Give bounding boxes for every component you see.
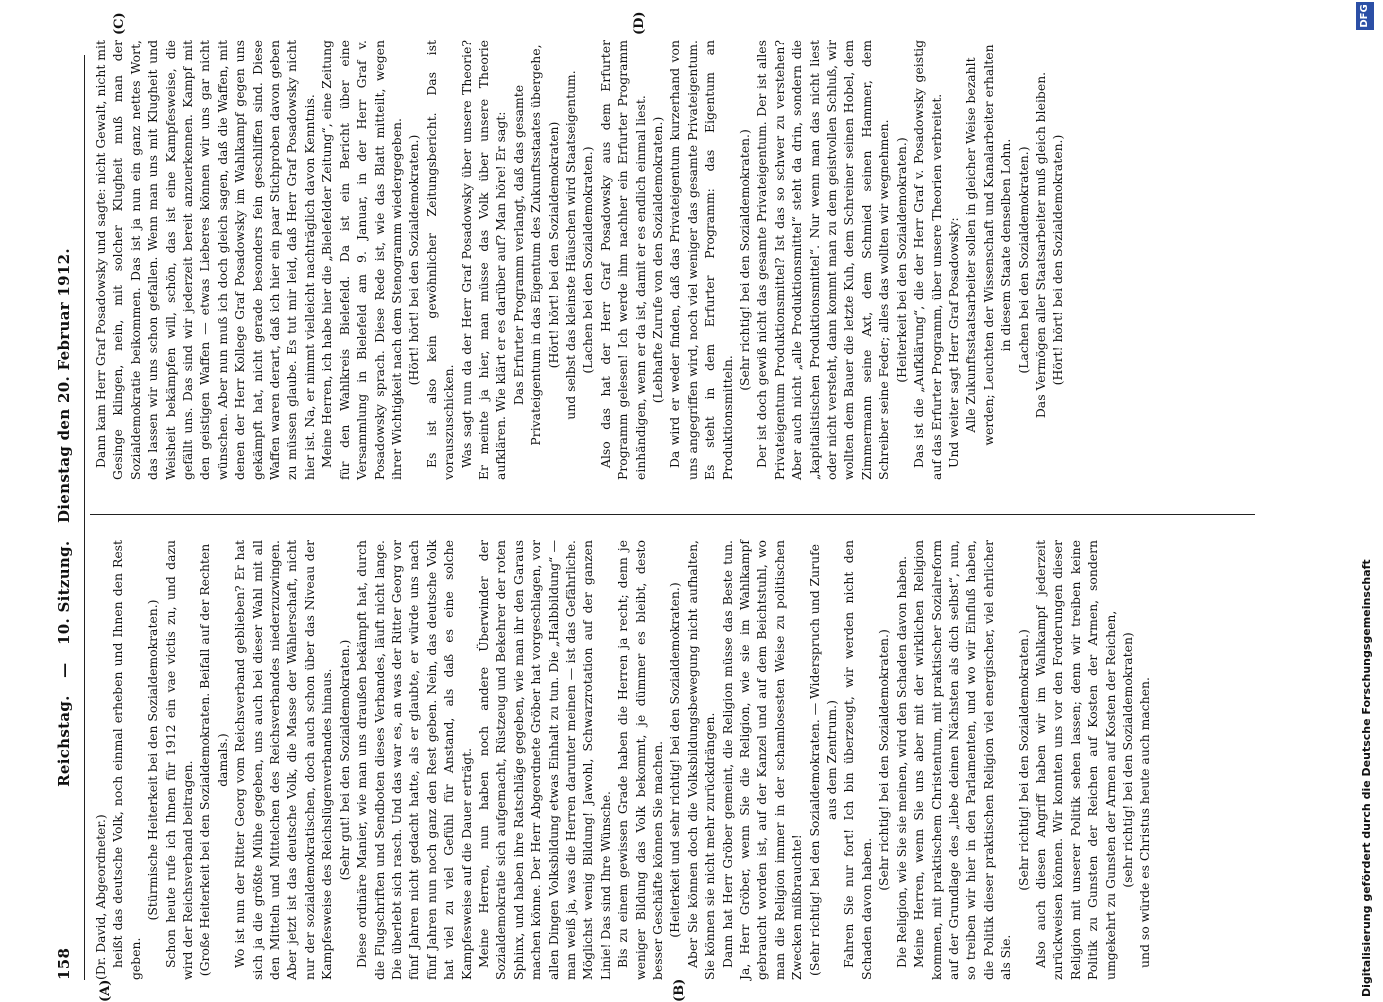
remark: (Hört! hört! bei den Sozialdemokraten) (545, 121, 561, 369)
paragraph: Dann hat Herr Gröber gemeint, die Religion müsse das Beste tun. Ja, Herr Gröber, wenn Sie die Religion, wie sie im Wahlkampf gebraucht worden ist, auf der Kanzel und auf dem Beichtstuhl, wo man die Religion immer in der schamlosesten Weise zu politischen Zwecken mißbrauchte! (719, 540, 805, 980)
paragraph: Was sagt nun da der Herr Graf Posadowsky über unsere Theorie? Er meinte ja hier, man müsse das Volk über unsere Theorie aufklären. Wie klärt er es darüber auf? Man höre! Er sagt: (458, 40, 509, 480)
paragraph: Und weiter sagt Herr Graf Posadowsky: (945, 217, 961, 468)
remark: (sehr richtig! bei den Sozialdemokraten) (1119, 632, 1135, 888)
paragraph: Es ist also kein gewöhnlicher Zeitungsbericht. Das ist vorauszuschicken. (423, 40, 457, 480)
remark: Alle Zukunftsstaatsarbeiter sollen in gleicher Weise bezahlt werden; Leuchten der Wissenschaft und Kanalarbeiter erhalten in diesem Staate denselben Lohn. (963, 44, 1014, 446)
remark: Das Vermögen aller Staatsarbeiter muß gleich bleiben. (1032, 71, 1048, 419)
remark: (Sehr richtig! bei den Sozialdemokraten.) (737, 129, 753, 391)
remark: (Lachen bei den Sozialdemokraten.) (1015, 146, 1031, 374)
paragraph: Die Religion, wie Sie sie meinen, wird den Schaden davon haben. (893, 555, 909, 968)
remark: (Lebhafte Zurufe von den Sozialdemokraten.) (650, 116, 665, 404)
remark: (Sehr gut! bei den Sozialdemokraten.) (336, 639, 352, 881)
digitization-credit: Digitalisierung gefördert durch die Deutsche Forschungsgemeinschaft (1360, 559, 1373, 997)
remark: (Sehr richtig! bei den Sozialdemokraten.) (1015, 629, 1031, 891)
margin-mark-b: (B) (672, 978, 687, 1002)
margin-mark-a: (A) (98, 979, 113, 1002)
header-rule (84, 55, 85, 980)
remark: (Heiterkeit bei den Sozialdemokraten.) (893, 137, 909, 383)
header-date: Dienstag den 20. Februar 1912. (55, 248, 73, 524)
remark: (Hört! hört! bei den Sozialdemokraten.) (1050, 134, 1066, 386)
margin-mark-d: (D) (632, 11, 647, 35)
margin-mark-c: (C) (112, 12, 127, 35)
remark: (Große Heiterkeit bei den Sozialdemokraten. Beifall auf der Rechten damals.) (197, 543, 230, 977)
remark: (Lachen bei den Sozialdemokraten.) (580, 146, 596, 374)
header-running-title (55, 55, 73, 980)
header-title: Reichstag. (55, 695, 73, 787)
remark: (Sehr richtig! bei den Sozialdemokraten.) (876, 629, 892, 891)
paragraph: Schon heute rufe ich Ihnen für 1912 ein vae victis zu, und dazu wird der Reichsverband beitragen. (162, 540, 196, 980)
paragraph: Meine Herren, nun haben noch andere Überwinder der Sozialdemokratie sich aufgemacht, Rüstzeug und Bekehrer der roten Sphinx, und haben ihre Ratschläge gegeben, wie man ihr den Garaus machen könne. Der Herr Abgeordnete Gröber hat vorgeschlagen, vor allen Dingen Volksbildung etwas Einhalt zu tun. Die „Halbbildung“ — man weiß ja, was die Herren darunter meinen — ist das Gefährliche. Möglichst wenig Bildung! Jawohl, Schwarzrotation auf der ganzen Linie! Das sind Ihre Wünsche. (475, 540, 613, 980)
paragraph: Meine Herren, wenn Sie uns aber mit der wirklichen Religion kommen, mit praktischem Christentum, mit praktischer Sozialreform auf der Grundlage des „liebe deinen Nächsten als dich selbst“, nun, so treiben wir hier in den Parlamenten, und wo wir Einfluß haben, die Politik dieser praktischen Religion viel energischer, viel ehrlicher als Sie. (911, 540, 1014, 980)
paragraph: Wo ist nun der Ritter Georg vom Reichsverband geblieben? Er hat sich ja die größte Mühe gegeben, uns auch bei dieser Wahl mit all den Mitteln und Mittelchen des Reichsverbandes niederzuzwingen. Aber jetzt ist das deutsche Volk, die Masse der Wählerschaft, nicht nur der sozialdemokratischen, doch auch schon über das Niveau der Kampfesweise des Reichslügenverbandes hinaus. (232, 540, 335, 980)
header-session: 10. Sitzung. (55, 540, 73, 645)
paragraph: Dann kam Herr Graf Posadowsky und sagte: nicht Gewalt, nicht mit Gesinge klingen, nein, mit solcher Klugheit muß man der Sozialdemokratie beikommen. Das ist ja nun ein ganz nettes Wort, das lassen wir uns schon gefallen. Wenn man uns mit Klugheit und Weisheit bekämpfen will, schön, das ist eine Kampfesweise, die gefällt uns. Das sind wir jederzeit bereit anzuerkennen. Kampf mit den geistigen Waffen — etwas Lieberes können wir uns gar nicht wünschen. Aber nun muß ich doch gleich sagen, daß die Waffen, mit denen der Herr Kollege Graf Posadowsky im Wahlkampf gegen uns gekämpft hat, nicht gerade besonders fein geschliffen sind. Diese Waffen waren derart, daß ich hier ein paar Stichproben davon geben zu müssen glaube. Es tut mir leid, daß Herr Graf Posadowsky nicht hier ist. Na, er nimmt vielleicht nachträglich davon Kenntnis. (93, 40, 317, 480)
remark: Das Erfurter Programm verlangt, daß das gesamte Privateigentum in das Eigentum des Zukunftsstaates übergehe, (510, 44, 544, 446)
paragraph: Also auch diesen Angriff haben wir im Wahlkampf jederzeit zurückweisen können. Wir konnten uns vor den Forderungen dieser Religion mit unserer Politik sehen lassen; denn wir treiben keine Politik zu Gunsten der Reichen auf Kosten der Armen, sondern umgekehrt zu Gunsten der Armen auf Kosten der Reichen, (1032, 540, 1118, 980)
paragraph: Meine Herren, ich habe hier die „Bielefelder Zeitung“, eine Zeitung für den Wahlkreis Bielefeld. Da ist ein Bericht über eine Versammlung in Bielefeld am 9. Januar, in der Herr Graf v. Posadowsky sprach. Diese Rede ist, wie das Blatt mitteilt, wegen ihrer Wichtigkeit nach dem Stenogramm wiedergegeben. (319, 40, 404, 480)
paragraph: Das ist die „Aufklärung“, die der Herr Graf v. Posadowsky geistig auf das Erfurter Programm, über unsere Theorien verbreitet. (911, 40, 944, 480)
remark: und selbst das kleinste Häuschen wird Staatseigentum. (562, 70, 578, 420)
header-dash: — (55, 662, 73, 678)
remark: (Heiterkeit und sehr richtig! bei den Sozialdemokraten.) (667, 582, 683, 938)
left-column (92, 540, 1162, 980)
paragraph: Der ist doch gewiß nicht das gesamte Privateigentum. Der ist alles Privateigentum Produktionsmittel? Ist das so schwer zu verstehen? Aber auch nicht „alle Produktionsmittel“ steht da drin, sondern die „kapitalistischen Produktionsmittel“. Nur wenn man das nicht liest oder nicht versteht, dann kommt man zu dem geistvollen Schluß, wir wollten dem Bauer die letzte Kuh, dem Schreiner seinen Hobel, dem Zimmermann seine Axt, dem Schmied seinen Hammer, dem Schreiber seine Feder; alles das wollten wir wegnehmen. (754, 40, 892, 480)
paragraph: heißt das deutsche Volk, noch einmal erheben und Ihnen den Rest geben. (110, 540, 143, 980)
paragraph: Diese ordinäre Manier, wie man uns draußen bekämpft hat, durch die Flugschriften und Sendboten dieses Verbandes, läuft nicht lange. Die überlebt sich rasch. Und das war es, an was der Ritter Georg vor fünf Jahren nicht gedacht hatte, als er glaubte, er würde uns nach fünf Jahren nun noch ganz den Rest geben. Nein, das deutsche Volk hat viel zu viel Gefühl für Anstand, als daß es eine solche Kampfesweise auf die Dauer erträgt. (354, 540, 474, 980)
remark: (Hört! hört! bei den Sozialdemokraten.) (406, 134, 422, 386)
dfg-logo: DFG (1356, 2, 1374, 30)
speaker-heading: (Dr. David, Abgeordneter.) (93, 814, 108, 980)
paragraph: Also das hat der Herr Graf Posadowsky aus dem Erfurter Programm gelesen! Ich werde ihm nachher ein Erfurter Programm einhändigen, wenn er da ist, damit er es endlich einmal liest. (597, 40, 648, 480)
paragraph: Bis zu einem gewissen Grade haben die Herren ja recht; denn je weniger Bildung das Volk bekommt, je dümmer es bleibt, desto besser Geschäfte können Sie machen. (615, 540, 665, 980)
remark: (Stürmische Heiterkeit bei den Sozialdemokraten.) (145, 599, 161, 921)
paragraph: Da wird er weder finden, daß das Privateigentum kurzerhand von uns angegriffen wird, noch viel weniger das gesamte Privateigentum. Es steht in dem Erfurter Programm: das Eigentum an Produktionsmitteln. (667, 40, 735, 480)
remark: (Sehr richtig! bei den Sozialdemokraten. — Widerspruch und Zurufe aus dem Zentrum.) (806, 544, 840, 976)
paragraph: Fahren Sie nur fort! Ich bin überzeugt, wir werden nicht den Schaden davon haben. (841, 540, 874, 980)
paragraph: Aber Sie können doch die Volksbildungsbewegung nicht aufhalten, Sie können sie nicht mehr zurückdrängen. (684, 540, 718, 980)
right-column (92, 40, 1262, 480)
page-header (55, 55, 85, 980)
page-number: 158 (55, 947, 73, 980)
column-divider (90, 514, 1255, 515)
paragraph: und so würde es Christus heute auch machen. (1137, 677, 1153, 968)
